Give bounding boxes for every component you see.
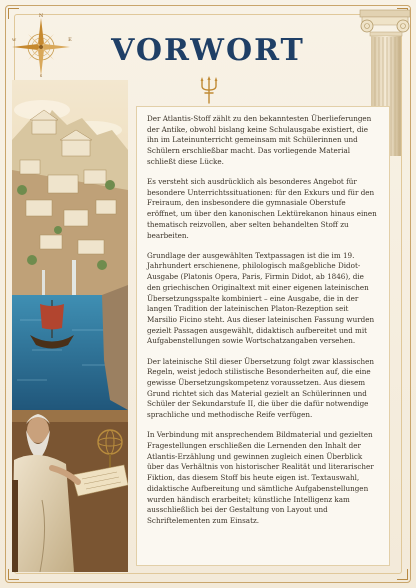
compass-label-w: W xyxy=(11,37,17,42)
foreword-text-box xyxy=(136,106,390,566)
foreword-paragraph: Der lateinische Stil dieser Übersetzung folgt zwar klassischen Regeln, weist jedoch stilistische Besonderheiten auf, die eine gewisse Übersetzungskompetenz voraussetzen. Aus diesem Grund richtet sich das Material gezielt an Schülerinnen und Schüler der Sekundarstufe II, die über die dafür notwendige sprachliche und methodische Reife verfügen. xyxy=(147,356,375,420)
compass-label-n: N xyxy=(38,13,44,19)
foreword-paragraph: In Verbindung mit ansprechendem Bildmaterial und gezielten Fragestellungen erschließen die Lernenden den Inhalt der Atlantis-Erzählung und gewinnen zugleich einen Überblick über das Verhältnis von historischer Realität und literarischer Fiktion, das diesem Stoff bis heute eigen ist. Textauswahl, didaktische Aufbereitung und sämtliche Aufgabenstellungen wurden händisch erarbeitet; künstliche Intelligenz kam ausschließlich bei der Gestaltung von Layout und Schriftelementen zum Einsatz. xyxy=(147,430,374,525)
atlantis-scholar-illustration xyxy=(12,80,128,572)
foreword-paragraph: Es versteht sich ausdrücklich als besonderes Angebot für besondere Unterrichtssituationen: für den Exkurs und für den Freiraum, den insbesondere die gymnasiale Oberstufe eröffnet, um über den kanonischen Lektürekanon hinaus einen thematisch reizvollen, aber selten behandelten Stoff zu bearbeiten. xyxy=(147,177,377,240)
foreword-paragraph: Der Atlantis-Stoff zählt zu den bekanntesten Überlieferungen der Antike, obwohl bislang keine Schulausgabe existiert, die ihn im Lateinunterricht gemeinsam mit Schülerinnen und Schülern erschließbar macht. Das vorliegende Material schließt diese Lücke. xyxy=(147,114,372,166)
foreword-paragraph: Grundlage der ausgewählten Textpassagen ist die im 19. Jahrhundert erschienene, philologisch maßgebliche Didot-Ausgabe (Platonis Opera, Paris, Firmin Didot, ab 1846), die den griechischen Originaltext mit einer eigenen lateinischen Übersetzungsspalte kombiniert – eine Ausgabe, die in der langen Tradition der lateinischen Platon-Rezeption seit Marsilio Ficino steht. Aus dieser lateinischen Fassung wurden gezielt Passagen ausgewählt, didaktisch aufbereitet und mit Aufgabenstellungen sowie Wortschatzangaben versehen. xyxy=(147,250,375,346)
page-title: VORWORT xyxy=(111,33,305,68)
trident-icon xyxy=(199,76,219,104)
compass-label-s: S xyxy=(39,73,43,78)
compass-label-e: E xyxy=(68,37,72,43)
